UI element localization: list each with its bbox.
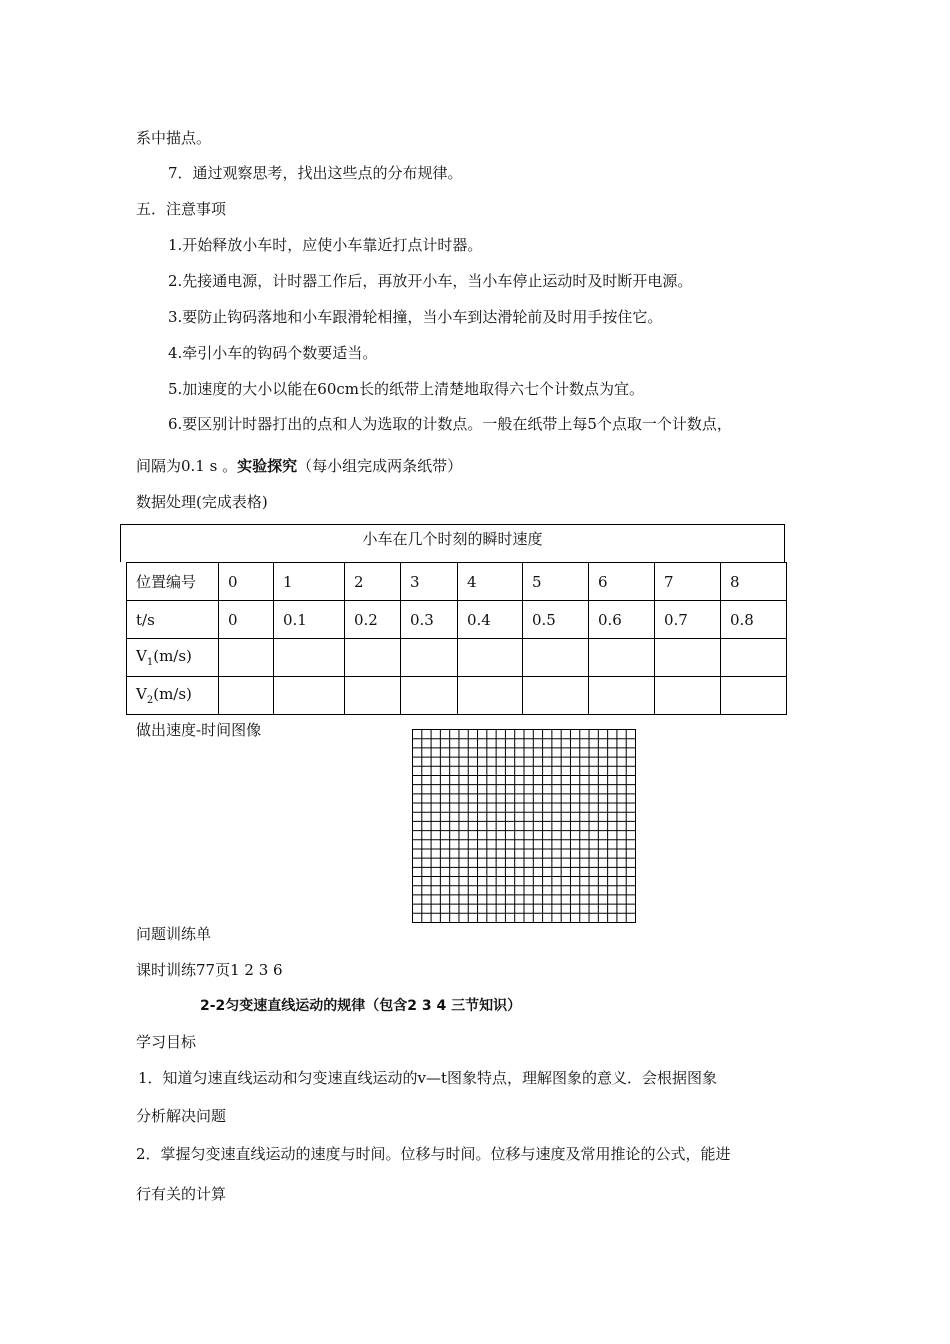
text-line: 3.要防止钩码落地和小车跟滑轮相撞，当小车到达滑轮前及时用手按住它。 [168, 308, 663, 326]
blank-cell[interactable] [523, 677, 589, 715]
learning-goals-heading: 学习目标 [136, 1033, 197, 1051]
table-row-time [127, 601, 787, 639]
interval-prefix: 间隔为0.1 s 。 [136, 457, 238, 475]
table-cell: 4 [458, 563, 523, 601]
table-cell: t/s [127, 601, 219, 639]
text-line: 1.开始释放小车时，应使小车靠近打点计时器。 [168, 236, 483, 254]
v-subscript: 2 [146, 695, 154, 706]
text-line: 5.加速度的大小以能在60cm长的纸带上清楚地取得六七个计数点为宜。 [168, 380, 645, 398]
table-title: 小车在几个时刻的瞬时速度 [120, 524, 785, 562]
table-cell: 1 [274, 563, 345, 601]
velocity-table [126, 562, 787, 715]
table-cell: 0.1 [274, 601, 345, 639]
table-row-label [127, 639, 219, 677]
graph-label: 做出速度-时间图像 [136, 721, 262, 739]
problem-sheet-label: 问题训练单 [136, 925, 212, 943]
blank-cell[interactable] [345, 639, 401, 677]
v-subscript: 1 [146, 657, 154, 668]
goal-1-line-2: 分析解决问题 [136, 1107, 227, 1125]
text-line: 6.要区别计时器打出的点和人为选取的计数点。一般在纸带上每5个点取一个计数点， [168, 415, 732, 433]
blank-cell[interactable] [523, 639, 589, 677]
blank-cell[interactable] [401, 677, 458, 715]
blank-cell[interactable] [721, 677, 787, 715]
table-cell: 0 [219, 601, 274, 639]
table-cell: 6 [589, 563, 655, 601]
v-label: V [136, 647, 147, 665]
graph-grid[interactable] [412, 729, 636, 923]
section-heading: 五．注意事项 [136, 200, 227, 218]
blank-cell[interactable] [401, 639, 458, 677]
v-label: V [136, 685, 147, 703]
table-cell: 0.4 [458, 601, 523, 639]
table-cell: 7 [655, 563, 721, 601]
table-cell: 3 [401, 563, 458, 601]
table-cell: 2 [345, 563, 401, 601]
blank-cell[interactable] [219, 677, 274, 715]
table-row-position [127, 563, 787, 601]
table-cell: 0.6 [589, 601, 655, 639]
table-cell: 0.8 [721, 601, 787, 639]
table-cell: 0.2 [345, 601, 401, 639]
goal-2-line-1: 2．掌握匀变速直线运动的速度与时间。位移与时间。位移与速度及常用推论的公式，能进 [136, 1145, 731, 1163]
blank-cell[interactable] [345, 677, 401, 715]
table-row-label [127, 677, 219, 715]
section-title: 2-2匀变速直线运动的规律（包含2 3 4 三节知识） [200, 998, 522, 1014]
table-cell: 0.5 [523, 601, 589, 639]
table-cell: 0.7 [655, 601, 721, 639]
homework-line: 课时训练77页1 2 3 6 [136, 961, 283, 979]
table-cell: 0.3 [401, 601, 458, 639]
text-line: 4.牵引小车的钩码个数要适当。 [168, 344, 378, 362]
blank-cell[interactable] [458, 677, 523, 715]
blank-cell[interactable] [721, 639, 787, 677]
table-row-v2 [127, 677, 787, 715]
blank-cell[interactable] [655, 677, 721, 715]
table-cell: 0 [219, 563, 274, 601]
goal-2-line-2: 行有关的计算 [136, 1185, 227, 1203]
interval-line [136, 456, 462, 476]
goal-1-line-1: 1．知道匀速直线运动和匀变速直线运动的v—t图象特点，理解图象的意义．会根据图象 [138, 1069, 718, 1087]
table-cell: 5 [523, 563, 589, 601]
text-line: 2.先接通电源，计时器工作后，再放开小车，当小车停止运动时及时断开电源。 [168, 272, 693, 290]
blank-cell[interactable] [274, 639, 345, 677]
blank-cell[interactable] [589, 677, 655, 715]
blank-cell[interactable] [589, 639, 655, 677]
v-unit: (m/s) [153, 647, 192, 665]
table-row-v1 [127, 639, 787, 677]
table-cell: 8 [721, 563, 787, 601]
blank-cell[interactable] [274, 677, 345, 715]
blank-cell[interactable] [219, 639, 274, 677]
data-processing-label: 数据处理(完成表格) [136, 493, 268, 511]
table-cell: 位置编号 [127, 563, 219, 601]
text-line: 系中描点。 [136, 129, 212, 147]
blank-cell[interactable] [655, 639, 721, 677]
text-line: 7．通过观察思考，找出这些点的分布规律。 [168, 164, 463, 182]
interval-suffix: （每小组完成两条纸带） [297, 457, 463, 475]
blank-cell[interactable] [458, 639, 523, 677]
experiment-label: 实验探究 [237, 457, 298, 475]
v-unit: (m/s) [153, 685, 192, 703]
